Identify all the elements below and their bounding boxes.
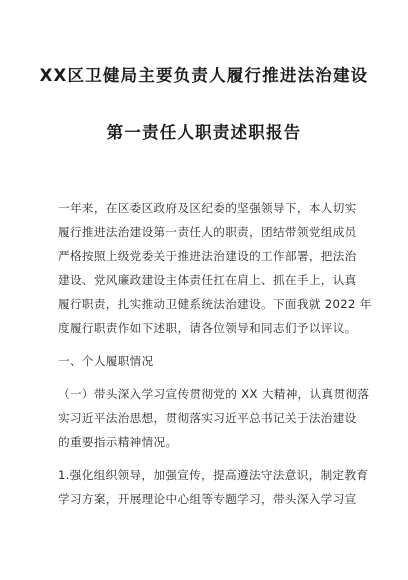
subsection-1-line-3: 的重要指示精神情况。 [58, 435, 178, 449]
subsection-1-line-2: 实习近平法治思想，贯彻落实习近平总书记关于法治建设 [58, 411, 357, 425]
paragraph-1-line-4: 建设、党风廉政建设主体责任扛在肩上、抓在手上，认真 [58, 273, 357, 287]
item-1-line-2: 学习方案，开展理论中心组等专题学习，带头深入学习宣 [58, 492, 357, 506]
paragraph-1-line-5: 履行职责，扎实推动卫健系统法治建设。下面我就 2022 年 [58, 297, 372, 311]
section-heading: 一、个人履职情况 [58, 354, 154, 368]
subsection-1-line-1: （一）带头深入学习宣传贯彻党的 XX 大精神，认真贯彻落 [58, 387, 370, 401]
document-title-line-1: XX区卫健局主要负责人履行推进法治建设 [39, 66, 369, 85]
paragraph-1-line-1: 一年来，在区委区政府及区纪委的坚强领导下，本人切实 [58, 201, 357, 215]
item-1-line-1: 1.强化组织领导，加强宣传，提高遵法守法意识，制定教育 [58, 468, 369, 482]
paragraph-1-line-2: 履行推进法治建设第一责任人的职责，团结带领党组成员 [58, 225, 357, 239]
paragraph-1-line-3: 严格按照上级党委关于推进法治建设的工作部署，把法治 [58, 249, 357, 263]
document-title-line-2: 第一责任人职责述职报告 [106, 123, 302, 142]
paragraph-1-line-6: 度履行职责作如下述职，请各位领导和同志们予以评议。 [58, 321, 357, 335]
